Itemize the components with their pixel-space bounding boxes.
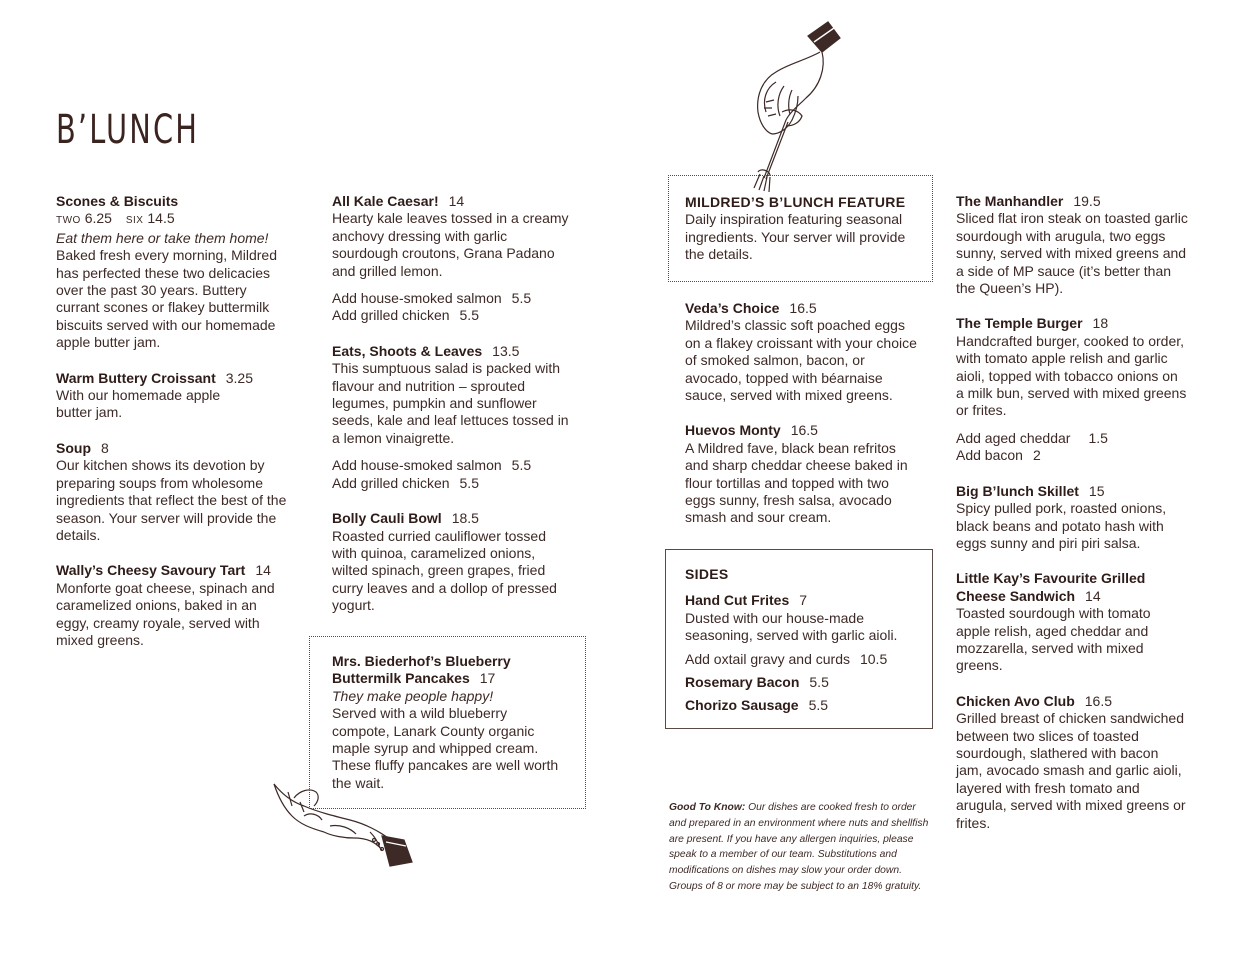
side-hand-cut-frites (685, 592, 921, 644)
menu-item-croissant (56, 370, 292, 422)
item-name: The Manhandler (956, 193, 1064, 209)
feature-description: Daily inspiration featuring seasonal ingredients. Your server will provide the details. (685, 211, 906, 263)
menu-column-2 (332, 193, 570, 633)
menu-item-grilled-cheese (956, 570, 1188, 674)
item-price: 18.5 (451, 510, 479, 527)
addon-list (332, 290, 570, 325)
item-name: Big B’lunch Skillet (956, 482, 1079, 499)
addon-list (332, 457, 570, 492)
two-price: 6.25 (84, 210, 112, 227)
item-description: Hearty kale leaves tossed in a creamy anchovy dressing with garlic sourdough croutons, Grana Padano and grilled lemon. (332, 210, 569, 279)
addon-label: Add house-smoked salmon (332, 290, 502, 307)
menu-item-huevos-monty (685, 422, 921, 526)
item-name-line2: Buttermilk Pancakes (332, 670, 470, 687)
menu-item-scones (56, 193, 292, 352)
item-name: All Kale Caesar! (332, 193, 439, 209)
item-description: A Mildred fave, black bean refritos and sharp cheddar cheese baked in flour tortillas and topped with two eggs sunny, fresh salsa, avocado smash and sour cream. (685, 439, 908, 526)
menu-item-manhandler (956, 193, 1188, 297)
menu-item-vedas-choice (685, 300, 921, 404)
good-to-know-note (669, 800, 933, 895)
item-description: Our kitchen shows its devotion by preparing soups from wholesome ingredients that reflect the best of the season. Your server will provide the details. (56, 457, 287, 543)
side-description: Dusted with our house-made seasoning, served with garlic aioli. (685, 609, 898, 644)
item-description: Grilled breast of chicken sandwiched between two slices of toasted sourdough, slathered with bacon jam, avocado smash and garlic aioli, layered with fresh tomato and arugula, served with mixed greens or frites. (956, 710, 1186, 831)
side-price: 5.5 (808, 697, 829, 714)
menu-column-4 (956, 193, 1188, 850)
addon-label: Add grilled chicken (332, 474, 450, 491)
item-name-line2: Cheese Sandwich (956, 587, 1076, 604)
item-description: Toasted sourdough with tomato apple relish, aged cheddar and mozzarella, served with mixed greens. (956, 605, 1151, 674)
item-description: Sliced flat iron steak on toasted garlic sourdough with arugula, two eggs sunny, served with mixed greens and a side of MP sauce (it’s better than the Queen’s HP). (956, 210, 1188, 297)
item-description: With our homemade apple butter jam. (56, 387, 221, 421)
item-price: 14 (448, 193, 465, 209)
item-description: Baked fresh every morning, Mildred has perfected these two delicacies over the past 30 years. Buttery currant scones or flakey buttermilk biscuits served with our homemade apple butter jam. (56, 247, 277, 351)
side-price: 7 (799, 592, 808, 609)
menu-item-temple-burger (956, 315, 1188, 419)
item-price: 8 (101, 439, 109, 456)
menu-item-kale-caesar (332, 193, 570, 280)
item-description: Spicy pulled pork, roasted onions, black beans and potato hash with eggs sunny and piri piri salsa. (956, 500, 1167, 551)
menu-title: B’LUNCH (56, 107, 200, 153)
sides-box (665, 549, 933, 729)
note-label: Good To Know: (669, 802, 746, 813)
addon-price: 2 (1032, 447, 1041, 464)
six-price: 14.5 (147, 210, 175, 227)
item-price: 16.5 (789, 300, 817, 316)
addon-price: 5.5 (459, 474, 479, 491)
addon-label: Add house-smoked salmon (332, 457, 502, 474)
item-name: Wally’s Cheesy Savoury Tart (56, 562, 246, 579)
side-name: Chorizo Sausage (685, 697, 799, 714)
addon-line (332, 307, 570, 324)
addon-price: 5.5 (511, 290, 532, 307)
pancakes-feature-box (309, 636, 586, 809)
addon-label: Add oxtail gravy and curds (685, 650, 850, 667)
addon-price: 5.5 (459, 307, 479, 324)
item-tagline: Eat them here or take them home! (56, 229, 269, 246)
menu-item-bolly-cauli (332, 510, 570, 614)
item-description: Monforte goat cheese, spinach and caramelized onions, baked in an eggy, creamy royale, served with mixed greens. (56, 579, 275, 648)
addon-price: 10.5 (859, 650, 888, 667)
item-description: Mildred’s classic soft poached eggs on a flakey croissant with your choice of smoked salmon, bacon, or avocado, topped with béarnaise sauce, served with mixed greens. (685, 317, 917, 404)
menu-item-eats-shoots-leaves (332, 343, 570, 447)
item-name: Huevos Monty (685, 422, 781, 439)
addon-label: Add grilled chicken (332, 307, 450, 324)
addon-price: 1.5 (1088, 429, 1108, 446)
item-name: Scones & Biscuits (56, 193, 179, 209)
blunch-feature-box (668, 175, 933, 282)
menu-item-pancakes (332, 653, 568, 792)
item-price: 15 (1088, 482, 1105, 499)
six-label: SIX (125, 215, 144, 227)
two-label: TWO (56, 215, 81, 227)
side-name: Hand Cut Frites (685, 592, 790, 609)
item-price: 17 (479, 670, 496, 687)
menu-item-soup (56, 440, 292, 544)
item-price: 3.25 (225, 369, 253, 386)
item-name: Eats, Shoots & Leaves (332, 342, 483, 359)
item-name: Warm Buttery Croissant (56, 369, 216, 386)
menu-item-chicken-avo-club (956, 693, 1188, 832)
item-name-line1: Mrs. Biederhof’s Blueberry (332, 653, 511, 669)
item-price: 13.5 (492, 342, 520, 359)
item-name-line1: Little Kay’s Favourite Grilled (956, 570, 1146, 587)
side-name: Rosemary Bacon (685, 674, 800, 691)
item-prices (56, 210, 292, 229)
addon-line (956, 447, 1188, 464)
menu-column-1 (56, 193, 292, 667)
item-price: 16.5 (1084, 692, 1113, 709)
item-name: Bolly Cauli Bowl (332, 510, 442, 527)
side-rosemary-bacon (685, 674, 921, 691)
item-price: 18 (1092, 315, 1109, 332)
item-description: This sumptuous salad is packed with flavour and nutrition – sprouted legumes, pumpkin and sunflower seeds, kale and leaf lettuces tossed in a lemon vinaigrette. (332, 360, 569, 446)
addon-label: Add bacon (956, 447, 1023, 464)
item-price: 14 (255, 562, 271, 579)
item-price: 19.5 (1073, 193, 1101, 209)
menu-item-blunch-skillet (956, 483, 1188, 553)
hand-fork-illustration (736, 16, 856, 192)
side-gravy-addon (685, 651, 921, 668)
sides-heading: SIDES (685, 566, 729, 582)
addon-line (332, 475, 570, 492)
addon-line (332, 457, 570, 474)
menu-column-3 (685, 300, 921, 545)
item-description: Roasted curried cauliflower tossed with quinoa, caramelized onions, wilted spinach, green grapes, fried curry leaves and a dollop of pressed yogurt. (332, 527, 557, 614)
side-price: 5.5 (809, 674, 829, 691)
item-price: 14 (1085, 587, 1101, 604)
item-name: Chicken Avo Club (956, 692, 1075, 709)
item-price: 16.5 (790, 422, 818, 439)
item-name: The Temple Burger (956, 315, 1083, 332)
note-text: Our dishes are cooked fresh to order and prepared in an environment where nuts and shellfish are present. If you have any allergen inquiries, please speak to a member of our team. Substitutions and modifications on dishes may slow your order down. Groups of 8 or more may be subject to an 18% gratuity. (669, 802, 929, 892)
menu-item-tart (56, 562, 292, 649)
item-name: Soup (56, 439, 91, 456)
item-name: Veda’s Choice (685, 300, 780, 316)
addon-line (956, 430, 1188, 447)
addon-line (332, 290, 570, 307)
addon-label: Add aged cheddar (956, 429, 1071, 446)
item-tagline: They make people happy! (332, 687, 494, 704)
item-description: Served with a wild blueberry compote, Lanark County organic maple syrup and whipped cream. These fluffy pancakes are well worth the wait. (332, 705, 559, 791)
item-description: Handcrafted burger, cooked to order, with tomato apple relish and garlic aioli, topped with tobacco onions on a milk bun, served with mixed greens or frites. (956, 332, 1187, 419)
feature-heading: MILDRED’S B’LUNCH FEATURE (685, 194, 906, 210)
addon-price: 5.5 (511, 457, 532, 474)
side-chorizo-sausage (685, 697, 921, 714)
addon-list (956, 430, 1188, 465)
